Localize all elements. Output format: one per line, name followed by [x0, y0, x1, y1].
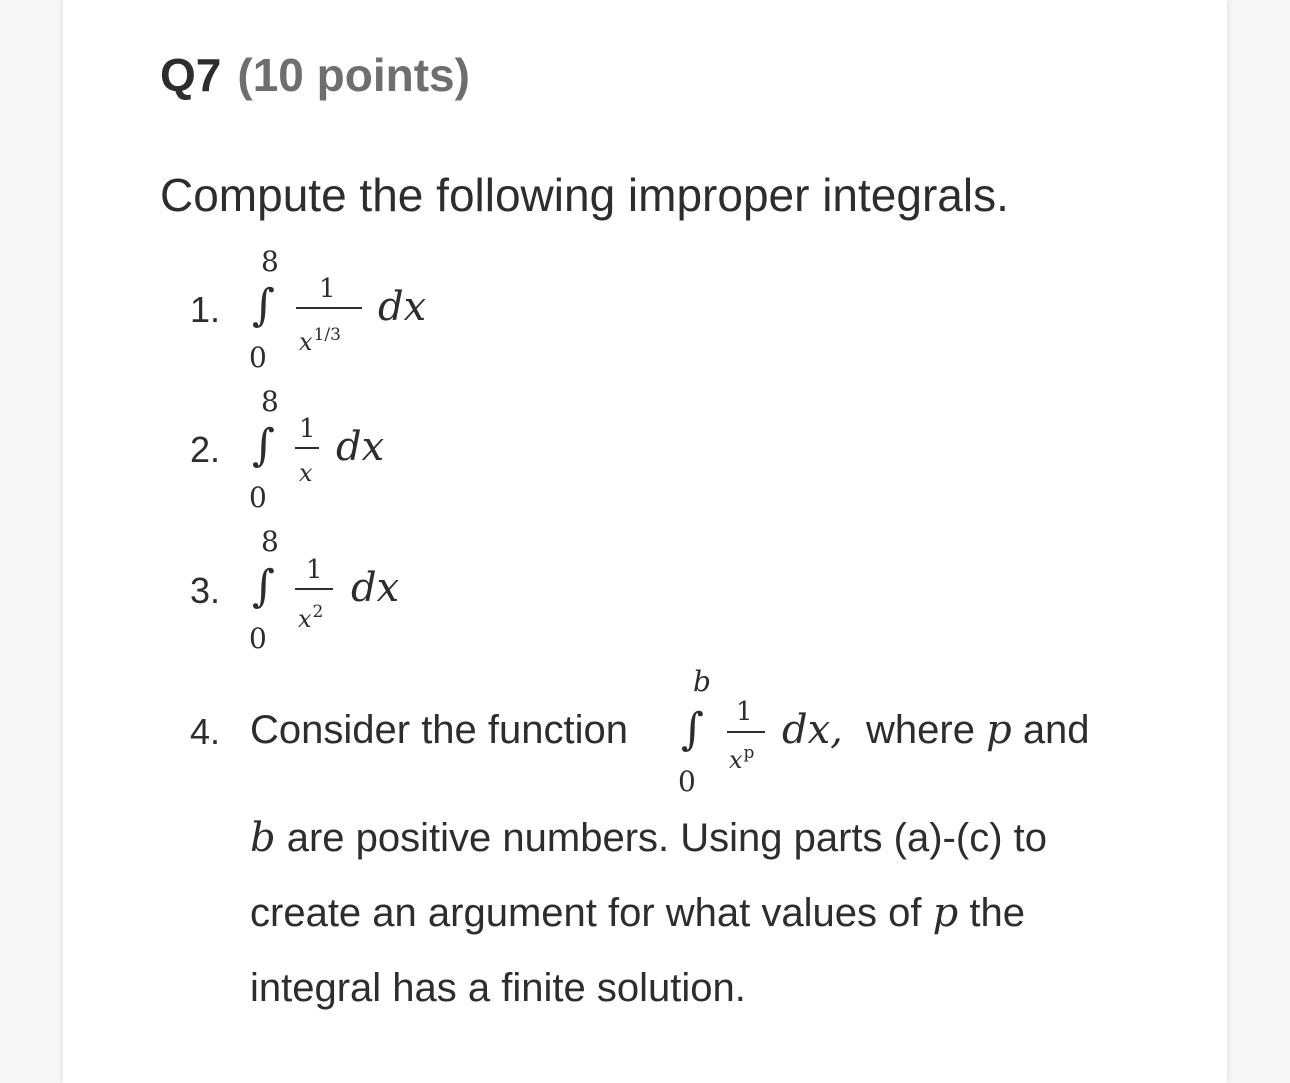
item-2-denominator: x: [299, 459, 313, 487]
item-4-where: where: [866, 708, 975, 752]
item-2-numerator: 1: [299, 414, 316, 444]
item-3-exponent: 2: [312, 602, 324, 622]
item-4-line-4: integral has a finite solution.: [250, 966, 746, 1010]
question-title: [160, 49, 470, 101]
item-4-b-var: b: [250, 815, 276, 861]
item-3-fraction-bar: [295, 588, 333, 590]
item-4-denominator-var: x: [729, 746, 743, 774]
item-2-fraction-bar: [295, 447, 319, 449]
item-2-differential: dx: [336, 424, 385, 470]
item-4-lower-limit: 0: [678, 765, 696, 798]
item-3-lower-limit: 0: [249, 622, 267, 655]
item-3-integral-sign: ∫: [252, 561, 275, 612]
item-4-where-text: [866, 707, 1090, 753]
item-4-line-3-p-var: p: [932, 890, 959, 936]
item-3-differential: dx: [351, 565, 400, 611]
item-2-integral-sign: ∫: [252, 420, 275, 471]
item-4-p-var: p: [986, 707, 1012, 753]
item-2-label: 2.: [190, 429, 221, 470]
item-4-label: 4.: [190, 711, 221, 752]
item-3-denominator-var: x: [298, 605, 312, 633]
item-1-upper-limit: 8: [261, 245, 279, 278]
item-1-denominator-var: x: [299, 328, 313, 356]
item-4-differential: dx,: [782, 707, 843, 753]
item-2-lower-limit: 0: [249, 481, 267, 514]
item-4-fraction-bar: [727, 731, 765, 733]
item-3-upper-limit: 8: [261, 525, 279, 558]
item-3-label: 3.: [190, 570, 221, 611]
item-4-line-3-start: create an argument for what values of: [250, 891, 922, 935]
question-points: (10 points): [237, 49, 470, 101]
item-1-integral-sign: ∫: [252, 280, 275, 331]
item-4-exponent: p: [743, 743, 755, 763]
item-4-integral-sign: ∫: [681, 704, 704, 755]
item-4-denominator: [729, 745, 754, 772]
item-1-numerator: 1: [319, 274, 336, 304]
item-1-exponent: 1/3: [313, 325, 341, 345]
instructions-text: Compute the following improper integrals.: [160, 169, 1009, 221]
item-1-differential: dx: [378, 284, 427, 330]
item-4-and: and: [1022, 708, 1090, 752]
item-4-lead-text: Consider the function: [250, 708, 629, 752]
item-3-numerator: 1: [306, 555, 323, 585]
item-4-upper-limit: b: [693, 665, 711, 698]
item-1-fraction-bar: [296, 307, 362, 309]
item-1-label: 1.: [190, 289, 221, 330]
item-4-line-3: [250, 890, 1025, 936]
item-4-line-3-end: the: [969, 891, 1025, 935]
question-number: Q7: [160, 49, 222, 101]
item-3-denominator: [298, 604, 323, 631]
item-4-line-2-text: are positive numbers. Using parts (a)-(c) to: [286, 816, 1047, 860]
item-1-denominator: [299, 327, 341, 354]
item-4-line-2: [250, 815, 1047, 861]
item-4-numerator: 1: [736, 697, 753, 727]
item-2-upper-limit: 8: [261, 385, 279, 418]
item-1-lower-limit: 0: [249, 341, 267, 374]
